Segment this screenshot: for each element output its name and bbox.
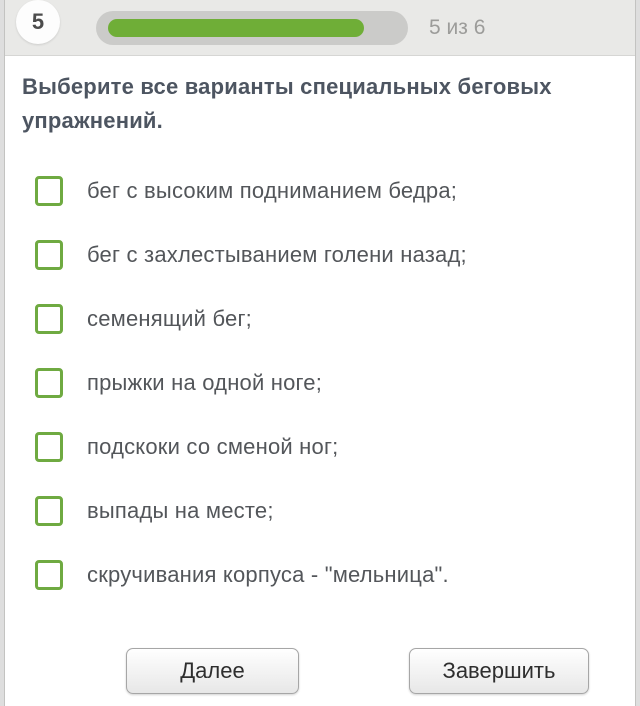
question-number-badge	[16, 0, 60, 44]
option-row[interactable]	[35, 304, 635, 334]
progress-bar-fill	[108, 19, 364, 37]
option-row[interactable]	[35, 368, 635, 398]
option-row[interactable]	[35, 240, 635, 270]
finish-button[interactable]: Завершить	[409, 648, 589, 694]
checkbox-icon[interactable]	[35, 368, 63, 398]
footer-actions	[5, 648, 635, 694]
option-row[interactable]	[35, 176, 635, 206]
question-number: 5	[31, 9, 45, 34]
options-list	[5, 138, 635, 590]
option-row[interactable]	[35, 496, 635, 526]
option-label: бег с высоким подниманием бедра;	[87, 178, 458, 203]
checkbox-icon[interactable]	[35, 496, 63, 526]
checkbox-icon[interactable]	[35, 560, 63, 590]
option-row[interactable]	[35, 432, 635, 462]
question-text: Выберите все варианты специальных беговых упражнений.	[22, 74, 552, 133]
option-label: скручивания корпуса - "мельница".	[87, 562, 449, 587]
checkbox-icon[interactable]	[35, 176, 63, 206]
quiz-header	[5, 0, 635, 56]
option-label: выпады на месте;	[87, 498, 274, 523]
checkbox-icon[interactable]	[35, 432, 63, 462]
next-button[interactable]: Далее	[126, 648, 299, 694]
checkbox-icon[interactable]	[35, 304, 63, 334]
option-label: прыжки на одной ноге;	[87, 370, 323, 395]
quiz-card	[4, 0, 636, 706]
option-label: бег с захлестыванием голени назад;	[87, 242, 467, 267]
progress-label: 5 из 6	[429, 16, 486, 39]
option-label: подскоки со сменой ног;	[87, 434, 339, 459]
option-label: семенящий бег;	[87, 306, 252, 331]
option-row[interactable]	[35, 560, 635, 590]
progress-bar	[96, 11, 408, 45]
checkbox-icon[interactable]	[35, 240, 63, 270]
